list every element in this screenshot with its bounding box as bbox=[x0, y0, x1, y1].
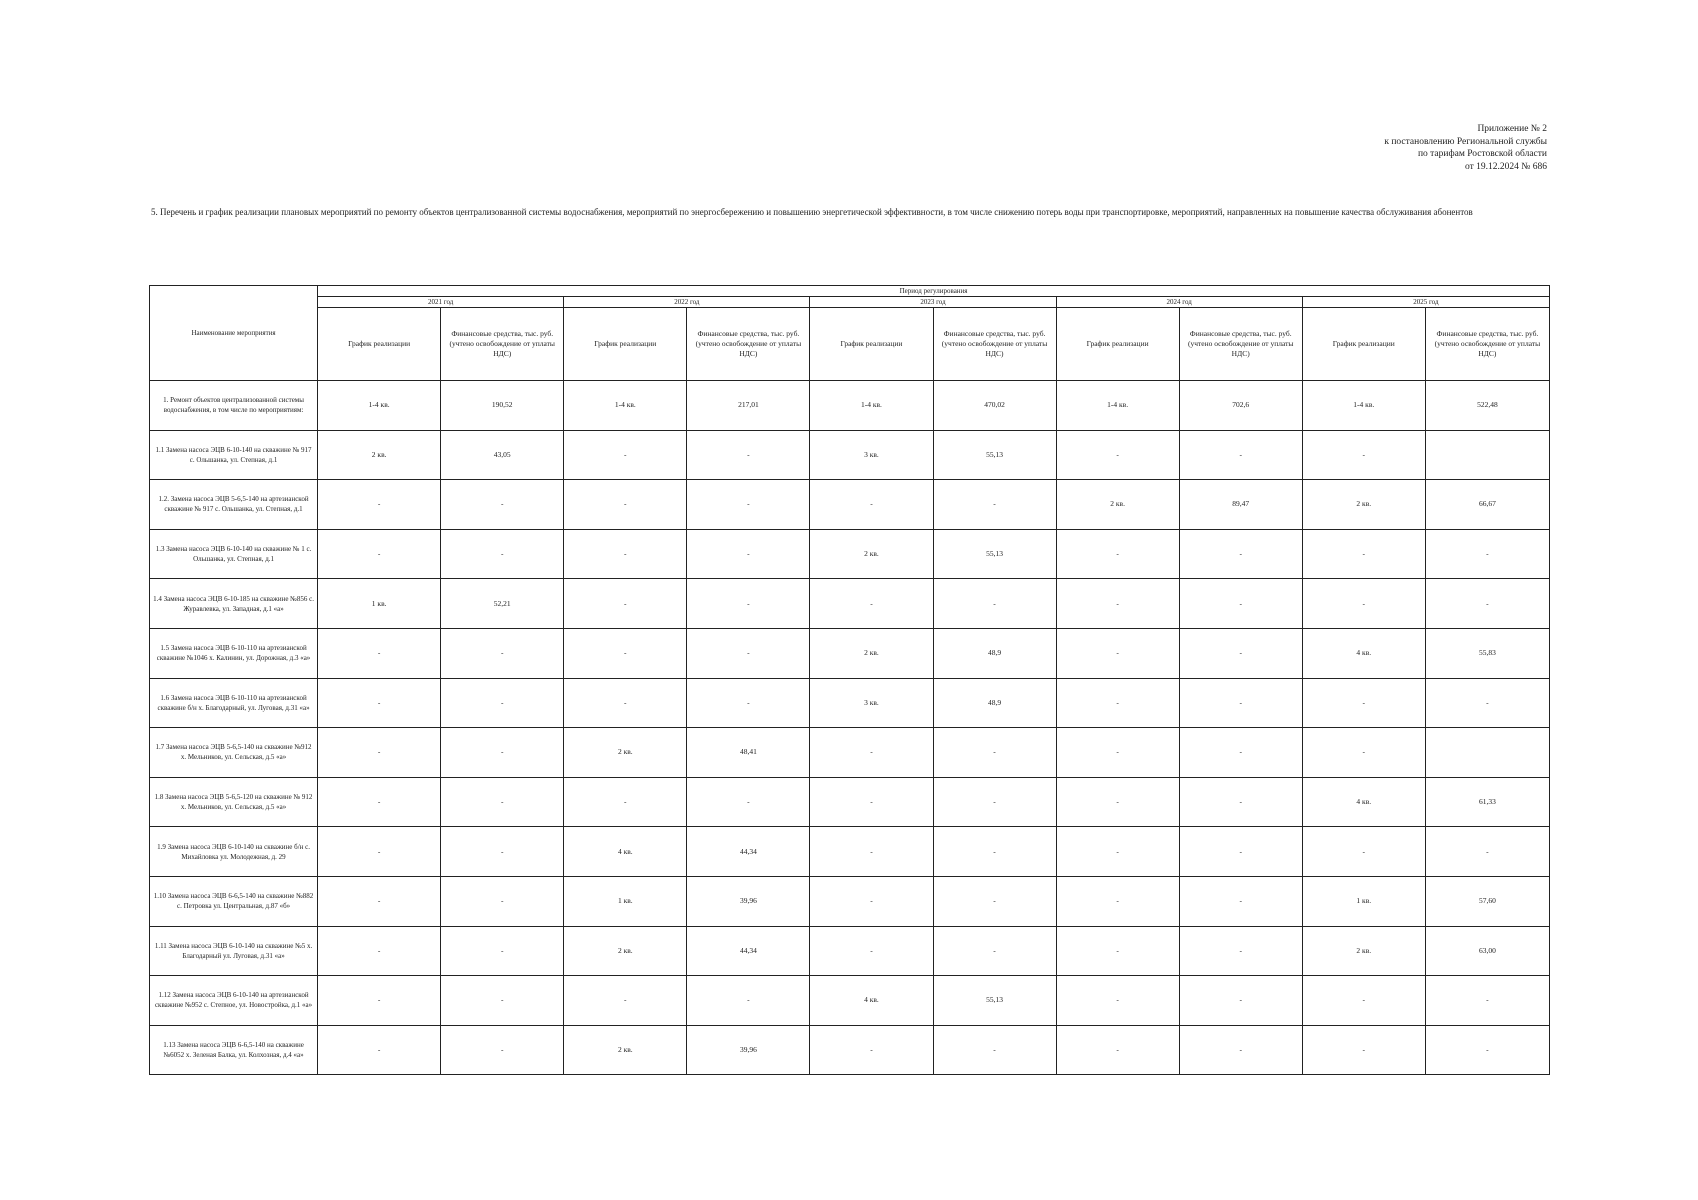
schedule-cell: 2 кв. bbox=[564, 926, 687, 976]
schedule-cell: 1-4 кв. bbox=[810, 381, 933, 431]
finance-header: Финансовые средства, тыс. руб. (учтено освобождение от уплаты НДС) bbox=[687, 308, 810, 381]
finance-cell: 63,00 bbox=[1425, 926, 1549, 976]
finance-cell bbox=[1425, 430, 1549, 480]
finance-header: Финансовые средства, тыс. руб. (учтено освобождение от уплаты НДС) bbox=[933, 308, 1056, 381]
schedule-cell: 4 кв. bbox=[564, 827, 687, 877]
schedule-cell: 1-4 кв. bbox=[1302, 381, 1425, 431]
finance-cell: - bbox=[933, 1025, 1056, 1075]
finance-cell: - bbox=[687, 628, 810, 678]
name-column-header: Наименование мероприятия bbox=[150, 286, 318, 381]
finance-cell: - bbox=[441, 1025, 564, 1075]
finance-cell: 39,96 bbox=[687, 1025, 810, 1075]
schedule-cell: - bbox=[564, 628, 687, 678]
finance-cell: - bbox=[1179, 579, 1302, 629]
table-row bbox=[150, 381, 1550, 431]
schedule-header: График реализации bbox=[1302, 308, 1425, 381]
finance-cell: - bbox=[441, 480, 564, 530]
measure-name: 1.6 Замена насоса ЭЦВ 6-10-110 на артезианской скважине б/н х. Благодарный, ул. Луговая, д.31 «а» bbox=[150, 678, 318, 728]
schedule-cell: 3 кв. bbox=[810, 430, 933, 480]
finance-cell: - bbox=[933, 876, 1056, 926]
schedule-cell: 1 кв. bbox=[1302, 876, 1425, 926]
schedule-cell: - bbox=[1056, 1025, 1179, 1075]
measure-name: 1.12 Замена насоса ЭЦВ 6-10-140 на артезианской скважине №952 с. Степное, ул. Новостройка, д.1 «а» bbox=[150, 976, 318, 1026]
finance-cell: 48,9 bbox=[933, 678, 1056, 728]
finance-cell: 43,05 bbox=[441, 430, 564, 480]
schedule-cell: - bbox=[1056, 827, 1179, 877]
schedule-cell: 2 кв. bbox=[564, 728, 687, 778]
finance-cell: - bbox=[1179, 628, 1302, 678]
finance-cell bbox=[1425, 728, 1549, 778]
finance-cell: - bbox=[441, 678, 564, 728]
finance-cell: 702,6 bbox=[1179, 381, 1302, 431]
schedule-cell: - bbox=[318, 728, 441, 778]
finance-cell: - bbox=[687, 430, 810, 480]
finance-cell: 55,13 bbox=[933, 976, 1056, 1026]
measure-name: 1.4 Замена насоса ЭЦВ 6-10-185 на скважине №856 с. Журавлевка, ул. Западная, д.1 «а» bbox=[150, 579, 318, 629]
schedule-cell: 4 кв. bbox=[810, 976, 933, 1026]
finance-cell: - bbox=[1425, 529, 1549, 579]
finance-cell: - bbox=[687, 777, 810, 827]
finance-cell: - bbox=[1179, 827, 1302, 877]
schedule-cell: - bbox=[1302, 579, 1425, 629]
schedule-cell: - bbox=[810, 1025, 933, 1075]
schedule-cell: - bbox=[318, 628, 441, 678]
year-header: 2024 год bbox=[1056, 297, 1302, 308]
table-row bbox=[150, 876, 1550, 926]
finance-cell: - bbox=[1179, 876, 1302, 926]
finance-cell: - bbox=[1179, 926, 1302, 976]
measure-name: 1.1 Замена насоса ЭЦВ 6-10-140 на скважине № 917 с. Ольшанка, ул. Степная, д.1 bbox=[150, 430, 318, 480]
schedule-cell: 1-4 кв. bbox=[1056, 381, 1179, 431]
finance-cell: 52,21 bbox=[441, 579, 564, 629]
schedule-cell: - bbox=[318, 480, 441, 530]
measure-name: 1.10 Замена насоса ЭЦВ 6-6,5-140 на скважине №882 с. Петровка ул. Центральная, д.87 «б» bbox=[150, 876, 318, 926]
finance-cell: - bbox=[687, 976, 810, 1026]
schedule-cell: - bbox=[318, 777, 441, 827]
table-row bbox=[150, 529, 1550, 579]
finance-cell: 44,34 bbox=[687, 827, 810, 877]
schedule-cell: - bbox=[1056, 430, 1179, 480]
finance-cell: - bbox=[441, 827, 564, 877]
schedule-cell: - bbox=[564, 430, 687, 480]
table-row bbox=[150, 976, 1550, 1026]
section-heading: 5. Перечень и график реализации плановых мероприятий по ремонту объектов централизованной системы водоснабжения, мероприятий по энергосбережению и повышению энергетической эффективности, в том числе снижению потерь воды при транспортировке, мероприятий, направленных на повышение качества обслуживания абонентов bbox=[151, 207, 1473, 217]
table-row bbox=[150, 480, 1550, 530]
measure-name: 1.9 Замена насоса ЭЦВ 6-10-140 на скважине б/н с. Михайловка ул. Молодежная, д. 29 bbox=[150, 827, 318, 877]
schedule-cell: 2 кв. bbox=[564, 1025, 687, 1075]
appendix-line-2: к постановлению Региональной службы bbox=[1384, 136, 1547, 147]
schedule-cell: - bbox=[810, 480, 933, 530]
finance-cell: - bbox=[441, 876, 564, 926]
schedule-cell: - bbox=[318, 827, 441, 877]
finance-cell: - bbox=[441, 926, 564, 976]
appendix-line-1: Приложение № 2 bbox=[1477, 124, 1547, 134]
year-header: 2023 год bbox=[810, 297, 1056, 308]
finance-cell: 190,52 bbox=[441, 381, 564, 431]
appendix-line-4: от 19.12.2024 № 686 bbox=[1465, 161, 1547, 172]
finance-cell: 39,96 bbox=[687, 876, 810, 926]
schedule-cell: 4 кв. bbox=[1302, 777, 1425, 827]
schedule-cell: 2 кв. bbox=[810, 529, 933, 579]
measures-table bbox=[149, 285, 1550, 1075]
schedule-cell: 3 кв. bbox=[810, 678, 933, 728]
finance-cell: - bbox=[441, 728, 564, 778]
year-header: 2021 год bbox=[318, 297, 564, 308]
schedule-cell: - bbox=[1056, 579, 1179, 629]
schedule-cell: 2 кв. bbox=[318, 430, 441, 480]
appendix-line-3: по тарифам Ростовской области bbox=[1417, 149, 1547, 159]
schedule-cell: 1 кв. bbox=[564, 876, 687, 926]
finance-cell: - bbox=[441, 529, 564, 579]
table-row bbox=[150, 678, 1550, 728]
schedule-cell: - bbox=[318, 678, 441, 728]
finance-header: Финансовые средства, тыс. руб. (учтено освобождение от уплаты НДС) bbox=[1179, 308, 1302, 381]
schedule-cell: - bbox=[564, 529, 687, 579]
schedule-cell: - bbox=[1302, 529, 1425, 579]
finance-cell: - bbox=[1179, 529, 1302, 579]
schedule-cell: - bbox=[1302, 430, 1425, 480]
finance-cell: - bbox=[441, 628, 564, 678]
schedule-cell: - bbox=[1056, 628, 1179, 678]
schedule-cell: - bbox=[810, 876, 933, 926]
schedule-cell: 4 кв. bbox=[1302, 628, 1425, 678]
schedule-cell: - bbox=[318, 976, 441, 1026]
schedule-cell: - bbox=[1056, 976, 1179, 1026]
year-header: 2025 год bbox=[1302, 297, 1549, 308]
finance-cell: 61,33 bbox=[1425, 777, 1549, 827]
table-row bbox=[150, 728, 1550, 778]
appendix-block bbox=[1384, 123, 1547, 173]
finance-cell: 470,02 bbox=[933, 381, 1056, 431]
finance-cell: 55,13 bbox=[933, 529, 1056, 579]
finance-cell: 57,60 bbox=[1425, 876, 1549, 926]
schedule-cell: - bbox=[1302, 827, 1425, 877]
schedule-cell: 1 кв. bbox=[318, 579, 441, 629]
schedule-cell: - bbox=[564, 480, 687, 530]
schedule-cell: - bbox=[564, 976, 687, 1026]
finance-cell: - bbox=[933, 827, 1056, 877]
finance-cell: - bbox=[933, 728, 1056, 778]
schedule-header: График реализации bbox=[810, 308, 933, 381]
measure-name: 1.11 Замена насоса ЭЦВ 6-10-140 на скважине №5 х. Благодарный ул. Луговая, д.31 «а» bbox=[150, 926, 318, 976]
finance-cell: - bbox=[1179, 1025, 1302, 1075]
finance-cell: 55,13 bbox=[933, 430, 1056, 480]
schedule-cell: - bbox=[1056, 777, 1179, 827]
schedule-cell: - bbox=[810, 827, 933, 877]
finance-cell: - bbox=[933, 579, 1056, 629]
finance-cell: - bbox=[1425, 678, 1549, 728]
finance-cell: - bbox=[933, 926, 1056, 976]
schedule-header: График реализации bbox=[564, 308, 687, 381]
table-row bbox=[150, 430, 1550, 480]
finance-cell: - bbox=[1425, 976, 1549, 1026]
schedule-cell: 2 кв. bbox=[1302, 480, 1425, 530]
schedule-cell: - bbox=[1056, 876, 1179, 926]
finance-cell: - bbox=[441, 777, 564, 827]
measure-name: 1.5 Замена насоса ЭЦВ 6-10-110 на артезианской скважине №1046 х. Калинин, ул. Дорожная, д.3 «а» bbox=[150, 628, 318, 678]
measure-name: 1. Ремонт объектов централизованной системы водоснабжения, в том числе по мероприятиям: bbox=[150, 381, 318, 431]
measure-name: 1.2. Замена насоса ЭЦВ 5-6,5-140 на артезианской скважине № 917 с. Ольшанка, ул. Степная, д.1 bbox=[150, 480, 318, 530]
schedule-cell: - bbox=[1302, 678, 1425, 728]
finance-cell: 89,47 bbox=[1179, 480, 1302, 530]
table-row bbox=[150, 777, 1550, 827]
schedule-cell: - bbox=[318, 1025, 441, 1075]
schedule-cell: - bbox=[564, 579, 687, 629]
finance-cell: - bbox=[1425, 1025, 1549, 1075]
finance-cell: - bbox=[1179, 678, 1302, 728]
year-header: 2022 год bbox=[564, 297, 810, 308]
finance-cell: - bbox=[1179, 976, 1302, 1026]
table-row bbox=[150, 1025, 1550, 1075]
finance-cell: 522,48 bbox=[1425, 381, 1549, 431]
measure-name: 1.7 Замена насоса ЭЦВ 5-6,5-140 на скважине №912 х. Мельников, ул. Сельская, д.5 «а» bbox=[150, 728, 318, 778]
finance-cell: 48,41 bbox=[687, 728, 810, 778]
finance-cell: - bbox=[933, 480, 1056, 530]
finance-cell: - bbox=[687, 480, 810, 530]
schedule-cell: - bbox=[1056, 678, 1179, 728]
finance-cell: - bbox=[1425, 827, 1549, 877]
table-row bbox=[150, 827, 1550, 877]
table-row bbox=[150, 926, 1550, 976]
finance-cell: 44,34 bbox=[687, 926, 810, 976]
schedule-cell: 2 кв. bbox=[810, 628, 933, 678]
table-row bbox=[150, 628, 1550, 678]
schedule-cell: - bbox=[810, 926, 933, 976]
schedule-cell: - bbox=[810, 777, 933, 827]
finance-header: Финансовые средства, тыс. руб. (учтено освобождение от уплаты НДС) bbox=[441, 308, 564, 381]
schedule-header: График реализации bbox=[1056, 308, 1179, 381]
finance-cell: - bbox=[687, 579, 810, 629]
schedule-cell: - bbox=[318, 529, 441, 579]
finance-cell: - bbox=[1425, 579, 1549, 629]
measure-name: 1.3 Замена насоса ЭЦВ 6-10-140 на скважине № 1 с. Ольшанка, ул. Степная, д.1 bbox=[150, 529, 318, 579]
schedule-cell: - bbox=[564, 678, 687, 728]
finance-header: Финансовые средства, тыс. руб. (учтено освобождение от уплаты НДС) bbox=[1425, 308, 1549, 381]
schedule-cell: - bbox=[1302, 728, 1425, 778]
table-row bbox=[150, 579, 1550, 629]
schedule-cell: - bbox=[1302, 1025, 1425, 1075]
period-header: Период регулирования bbox=[318, 286, 1550, 297]
finance-cell: - bbox=[441, 976, 564, 1026]
schedule-header: График реализации bbox=[318, 308, 441, 381]
schedule-cell: - bbox=[564, 777, 687, 827]
schedule-cell: 2 кв. bbox=[1302, 926, 1425, 976]
finance-cell: - bbox=[933, 777, 1056, 827]
finance-cell: - bbox=[1179, 777, 1302, 827]
schedule-cell: - bbox=[810, 728, 933, 778]
finance-cell: 55,83 bbox=[1425, 628, 1549, 678]
finance-cell: - bbox=[687, 678, 810, 728]
schedule-cell: - bbox=[1056, 529, 1179, 579]
finance-cell: - bbox=[687, 529, 810, 579]
schedule-cell: - bbox=[318, 876, 441, 926]
schedule-cell: 1-4 кв. bbox=[318, 381, 441, 431]
finance-cell: 48,9 bbox=[933, 628, 1056, 678]
schedule-cell: 2 кв. bbox=[1056, 480, 1179, 530]
measure-name: 1.13 Замена насоса ЭЦВ 6-6,5-140 на скважине №6052 х. Зеленая Балка, ул. Колхозная, д.4 «а» bbox=[150, 1025, 318, 1075]
schedule-cell: - bbox=[318, 926, 441, 976]
finance-cell: 217,01 bbox=[687, 381, 810, 431]
schedule-cell: 1-4 кв. bbox=[564, 381, 687, 431]
schedule-cell: - bbox=[810, 579, 933, 629]
measure-name: 1.8 Замена насоса ЭЦВ 5-6,5-120 на скважине № 912 х. Мельников, ул. Сельская, д.5 «а» bbox=[150, 777, 318, 827]
schedule-cell: - bbox=[1056, 926, 1179, 976]
finance-cell: - bbox=[1179, 430, 1302, 480]
finance-cell: 66,67 bbox=[1425, 480, 1549, 530]
finance-cell: - bbox=[1179, 728, 1302, 778]
schedule-cell: - bbox=[1056, 728, 1179, 778]
schedule-cell: - bbox=[1302, 976, 1425, 1026]
